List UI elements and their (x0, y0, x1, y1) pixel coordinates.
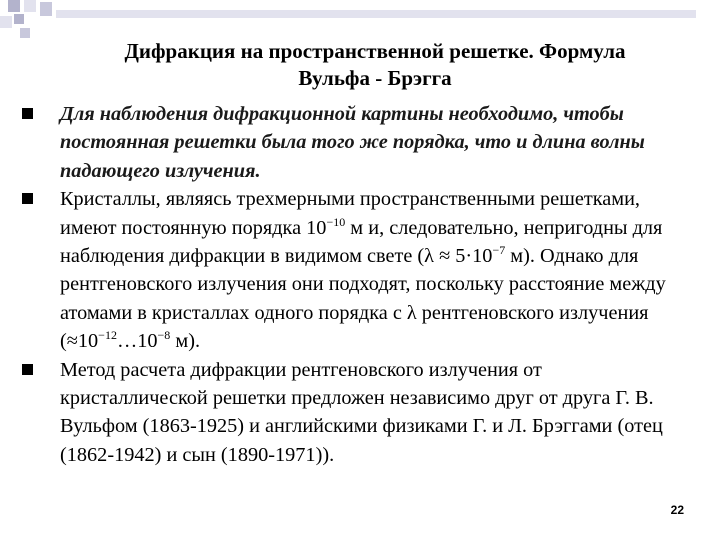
text-span: м). Однако для рентгеновского излучения они подходят, поскольку расстояние между атомами в кристаллах одного порядка с λ рентгеновского излучения (≈10 (60, 245, 666, 353)
text-span: Кристаллы, являясь трехмерными пространственными решетками, имеют постоянную порядка 10 (60, 188, 640, 239)
text-span: м и, следовательно, непригодны для наблюдения дифракции в видимом свете (λ ≈ 5·10 (60, 216, 663, 268)
decor-square (40, 2, 52, 16)
exponent: −12 (98, 328, 117, 343)
decor-square (0, 16, 12, 28)
text-span: …10 (116, 330, 158, 353)
bullet-item-1 (22, 100, 702, 185)
bullet-square-icon (22, 364, 33, 375)
bullet-square-icon (22, 108, 33, 119)
exponent: −7 (492, 243, 506, 258)
slide-title-line1: Дифракция на пространственной решетке. Формула (124, 39, 626, 63)
decorative-squares (0, 0, 720, 40)
bullet-list (22, 100, 702, 469)
exponent: −10 (326, 214, 346, 229)
decor-square (24, 0, 36, 12)
slide-title-line2: Вульфа - Брэгга (298, 66, 452, 90)
text-span: м). (170, 330, 201, 353)
decor-square (14, 14, 24, 24)
bullet-item-3 (22, 356, 702, 470)
decor-bar (56, 10, 696, 18)
page-number: 22 (670, 503, 684, 517)
bullet-text: Метод расчета дифракции рентгеновского излучения от кристаллической решетки предложен независимо друг от друга Г. В. Вульфом (1863-1925) и английскими физиками Г. и Л. Брэггами (отец (1862-1942) и сын (1890-1971)). (60, 358, 663, 466)
bullet-text (60, 185, 690, 355)
decor-square (20, 28, 30, 38)
decor-square (8, 0, 20, 12)
bullet-item-2 (22, 185, 702, 355)
bullet-text: Для наблюдения дифракционной картины необходимо, чтобы постоянная решетки была того же порядка, что и длина волны падающего излучения. (60, 103, 645, 182)
bullet-square-icon (22, 193, 33, 204)
exponent: −8 (157, 328, 171, 343)
slide-title (60, 38, 690, 92)
